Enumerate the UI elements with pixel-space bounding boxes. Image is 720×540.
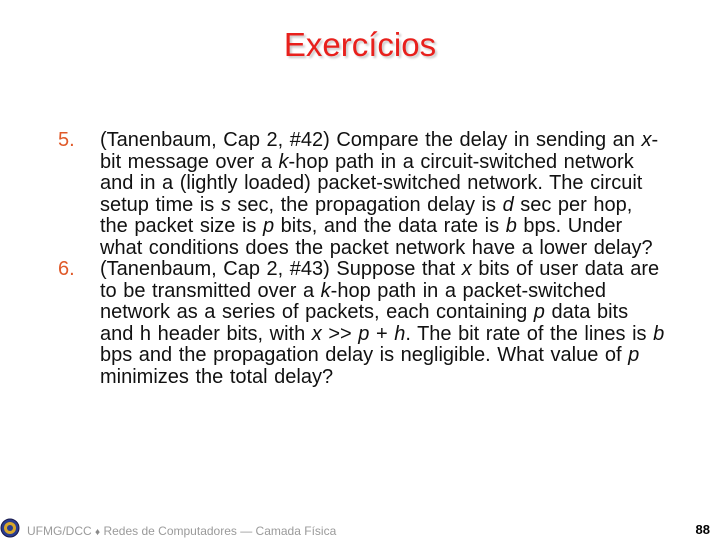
exercise-number: 6. [58,258,75,280]
italic-variable: p [533,301,545,323]
italic-variable: b [505,215,517,237]
text-segment: -hop path in a packet-switched network as a series of packets, each containing [100,279,606,323]
text-segment: -bit message over a [100,129,659,173]
text-segment: sec per hop, the packet size is [100,193,633,237]
italic-variable: k [278,150,289,173]
italic-variable: d [502,193,514,216]
italic-variable: x [641,129,652,151]
text-segment: data bits and h header bits, with [100,301,629,345]
italic-variable: p [262,215,275,237]
text-segment: bits of user data are to be transmitted over a [100,258,660,302]
footer-org: UFMG/DCC [27,524,92,538]
exercise-list [58,130,670,388]
italic-variable: x [461,258,472,280]
footer [27,524,336,538]
text-segment: bps and the propagation delay is negligible. What value of [100,344,629,366]
text-segment: . The bit rate of the lines is [405,322,654,345]
text-segment: -hop path in a circuit-switched network and in a (lightly loaded) packet-switched network. The circuit setup time is [100,150,643,216]
text-segment: bps. Under what conditions does the packet network have a lower delay? [100,215,653,259]
italic-variable: k [320,279,331,302]
university-seal-icon [0,518,20,538]
text-segment: minimizes the total delay? [100,365,334,388]
exercise-number: 5. [58,129,75,151]
italic-variable: x [311,322,322,345]
slide-title: Exercícios [283,26,437,63]
text-segment: sec, the propagation delay is [230,193,503,216]
text-segment: >> [321,322,359,345]
italic-variable: h [394,322,406,345]
exercise-item [58,130,670,259]
text-segment: + [369,322,395,345]
italic-variable: p [358,322,370,345]
page-number: 88 [695,522,710,537]
text-segment: (Tanenbaum, Cap 2, #43) Suppose that [100,258,462,280]
exercise-item [58,259,670,388]
italic-variable: b [653,322,665,345]
italic-variable: s [220,193,231,216]
text-segment: bits, and the data rate is [274,215,506,237]
footer-course: Redes de Computadores ― Camada Física [103,524,337,538]
diamond-separator-icon: ♦ [95,527,101,538]
exercise-text [100,259,666,388]
exercise-text [100,130,666,259]
text-segment: (Tanenbaum, Cap 2, #42) Compare the delay in sending an [100,129,642,151]
italic-variable: p [628,344,640,366]
